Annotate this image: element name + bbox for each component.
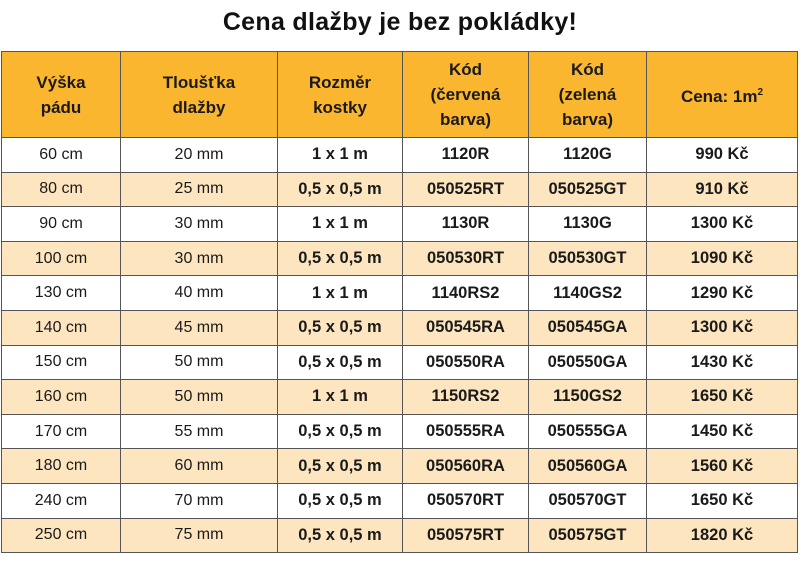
table-row [2, 207, 798, 242]
tile-size-cell: 0,5 x 0,5 m [278, 345, 403, 380]
table-row [2, 345, 798, 380]
price-cell: 990 Kč [647, 138, 798, 173]
tile-size-cell: 0,5 x 0,5 m [278, 414, 403, 449]
code-green-cell: 050555GA [529, 414, 647, 449]
price-cell: 910 Kč [647, 172, 798, 207]
code-red-cell: 050570RT [403, 483, 529, 518]
thickness-cell: 40 mm [121, 276, 278, 311]
price-cell: 1650 Kč [647, 380, 798, 415]
header-tile-size-line1: Rozměr [308, 72, 372, 92]
header-thickness [121, 52, 278, 138]
table-row [2, 483, 798, 518]
header-code-red-line3: barva) [439, 110, 492, 129]
fall-height-cell: 100 cm [2, 241, 121, 276]
tile-size-cell: 0,5 x 0,5 m [278, 518, 403, 553]
thickness-cell: 30 mm [121, 241, 278, 276]
header-fall-height-line1: Výška [36, 72, 86, 92]
table-row [2, 241, 798, 276]
thickness-cell: 25 mm [121, 172, 278, 207]
thickness-cell: 55 mm [121, 414, 278, 449]
header-code-green-line3: barva) [561, 110, 614, 129]
code-red-cell: 1150RS2 [403, 380, 529, 415]
price-cell: 1450 Kč [647, 414, 798, 449]
fall-height-cell: 60 cm [2, 138, 121, 173]
header-price [647, 52, 798, 138]
table-header [2, 52, 798, 138]
code-green-cell: 1140GS2 [529, 276, 647, 311]
tile-size-cell: 0,5 x 0,5 m [278, 172, 403, 207]
thickness-cell: 50 mm [121, 380, 278, 415]
code-green-cell: 050530GT [529, 241, 647, 276]
price-cell: 1300 Kč [647, 310, 798, 345]
thickness-cell: 75 mm [121, 518, 278, 553]
table-row [2, 414, 798, 449]
code-red-cell: 050575RT [403, 518, 529, 553]
header-code-red-line1: Kód [448, 60, 483, 79]
table-row [2, 380, 798, 415]
thickness-cell: 30 mm [121, 207, 278, 242]
code-green-cell: 1120G [529, 138, 647, 173]
code-green-cell: 050550GA [529, 345, 647, 380]
price-cell: 1820 Kč [647, 518, 798, 553]
code-red-cell: 050560RA [403, 449, 529, 484]
header-fall-height-line2: pádu [40, 97, 82, 117]
price-cell: 1560 Kč [647, 449, 798, 484]
header-row [2, 52, 798, 138]
fall-height-cell: 140 cm [2, 310, 121, 345]
code-green-cell: 050545GA [529, 310, 647, 345]
tile-size-cell: 1 x 1 m [278, 138, 403, 173]
header-code-green-line1: Kód [570, 60, 605, 79]
header-price-label: Cena: 1m [680, 87, 758, 106]
tile-size-cell: 0,5 x 0,5 m [278, 241, 403, 276]
header-code-red [403, 52, 529, 138]
header-fall-height [2, 52, 121, 138]
code-red-cell: 1130R [403, 207, 529, 242]
price-cell: 1650 Kč [647, 483, 798, 518]
fall-height-cell: 130 cm [2, 276, 121, 311]
code-red-cell: 050530RT [403, 241, 529, 276]
fall-height-cell: 250 cm [2, 518, 121, 553]
fall-height-cell: 170 cm [2, 414, 121, 449]
table-row [2, 138, 798, 173]
tile-size-cell: 1 x 1 m [278, 207, 403, 242]
page-title: Cena dlažby je bez pokládky! [222, 8, 578, 36]
tile-size-cell: 0,5 x 0,5 m [278, 310, 403, 345]
table-row [2, 518, 798, 553]
table-row [2, 310, 798, 345]
price-table [1, 51, 798, 553]
price-cell: 1290 Kč [647, 276, 798, 311]
tile-size-cell: 0,5 x 0,5 m [278, 449, 403, 484]
code-green-cell: 050560GA [529, 449, 647, 484]
code-green-cell: 050525GT [529, 172, 647, 207]
header-thickness-line2: dlažby [172, 97, 226, 117]
code-green-cell: 1130G [529, 207, 647, 242]
header-tile-size [278, 52, 403, 138]
header-code-green-line2: (zelená [558, 85, 617, 104]
fall-height-cell: 240 cm [2, 483, 121, 518]
header-code-red-line2: (červená [430, 85, 501, 104]
thickness-cell: 60 mm [121, 449, 278, 484]
code-green-cell: 1150GS2 [529, 380, 647, 415]
code-red-cell: 050545RA [403, 310, 529, 345]
header-thickness-line1: Tloušťka [162, 72, 236, 92]
header-tile-size-line2: kostky [313, 97, 367, 117]
header-price-exponent: 2 [757, 87, 764, 98]
fall-height-cell: 150 cm [2, 345, 121, 380]
tile-size-cell: 0,5 x 0,5 m [278, 483, 403, 518]
fall-height-cell: 90 cm [2, 207, 121, 242]
thickness-cell: 50 mm [121, 345, 278, 380]
code-green-cell: 050570GT [529, 483, 647, 518]
header-code-green [529, 52, 647, 138]
fall-height-cell: 160 cm [2, 380, 121, 415]
code-red-cell: 1120R [403, 138, 529, 173]
code-red-cell: 050550RA [403, 345, 529, 380]
code-red-cell: 050525RT [403, 172, 529, 207]
thickness-cell: 45 mm [121, 310, 278, 345]
code-red-cell: 1140RS2 [403, 276, 529, 311]
table-body [2, 138, 798, 553]
thickness-cell: 20 mm [121, 138, 278, 173]
table-row [2, 449, 798, 484]
table-row [2, 276, 798, 311]
fall-height-cell: 80 cm [2, 172, 121, 207]
thickness-cell: 70 mm [121, 483, 278, 518]
code-red-cell: 050555RA [403, 414, 529, 449]
price-cell: 1090 Kč [647, 241, 798, 276]
tile-size-cell: 1 x 1 m [278, 380, 403, 415]
price-cell: 1430 Kč [647, 345, 798, 380]
fall-height-cell: 180 cm [2, 449, 121, 484]
code-green-cell: 050575GT [529, 518, 647, 553]
table-row [2, 172, 798, 207]
price-cell: 1300 Kč [647, 207, 798, 242]
tile-size-cell: 1 x 1 m [278, 276, 403, 311]
